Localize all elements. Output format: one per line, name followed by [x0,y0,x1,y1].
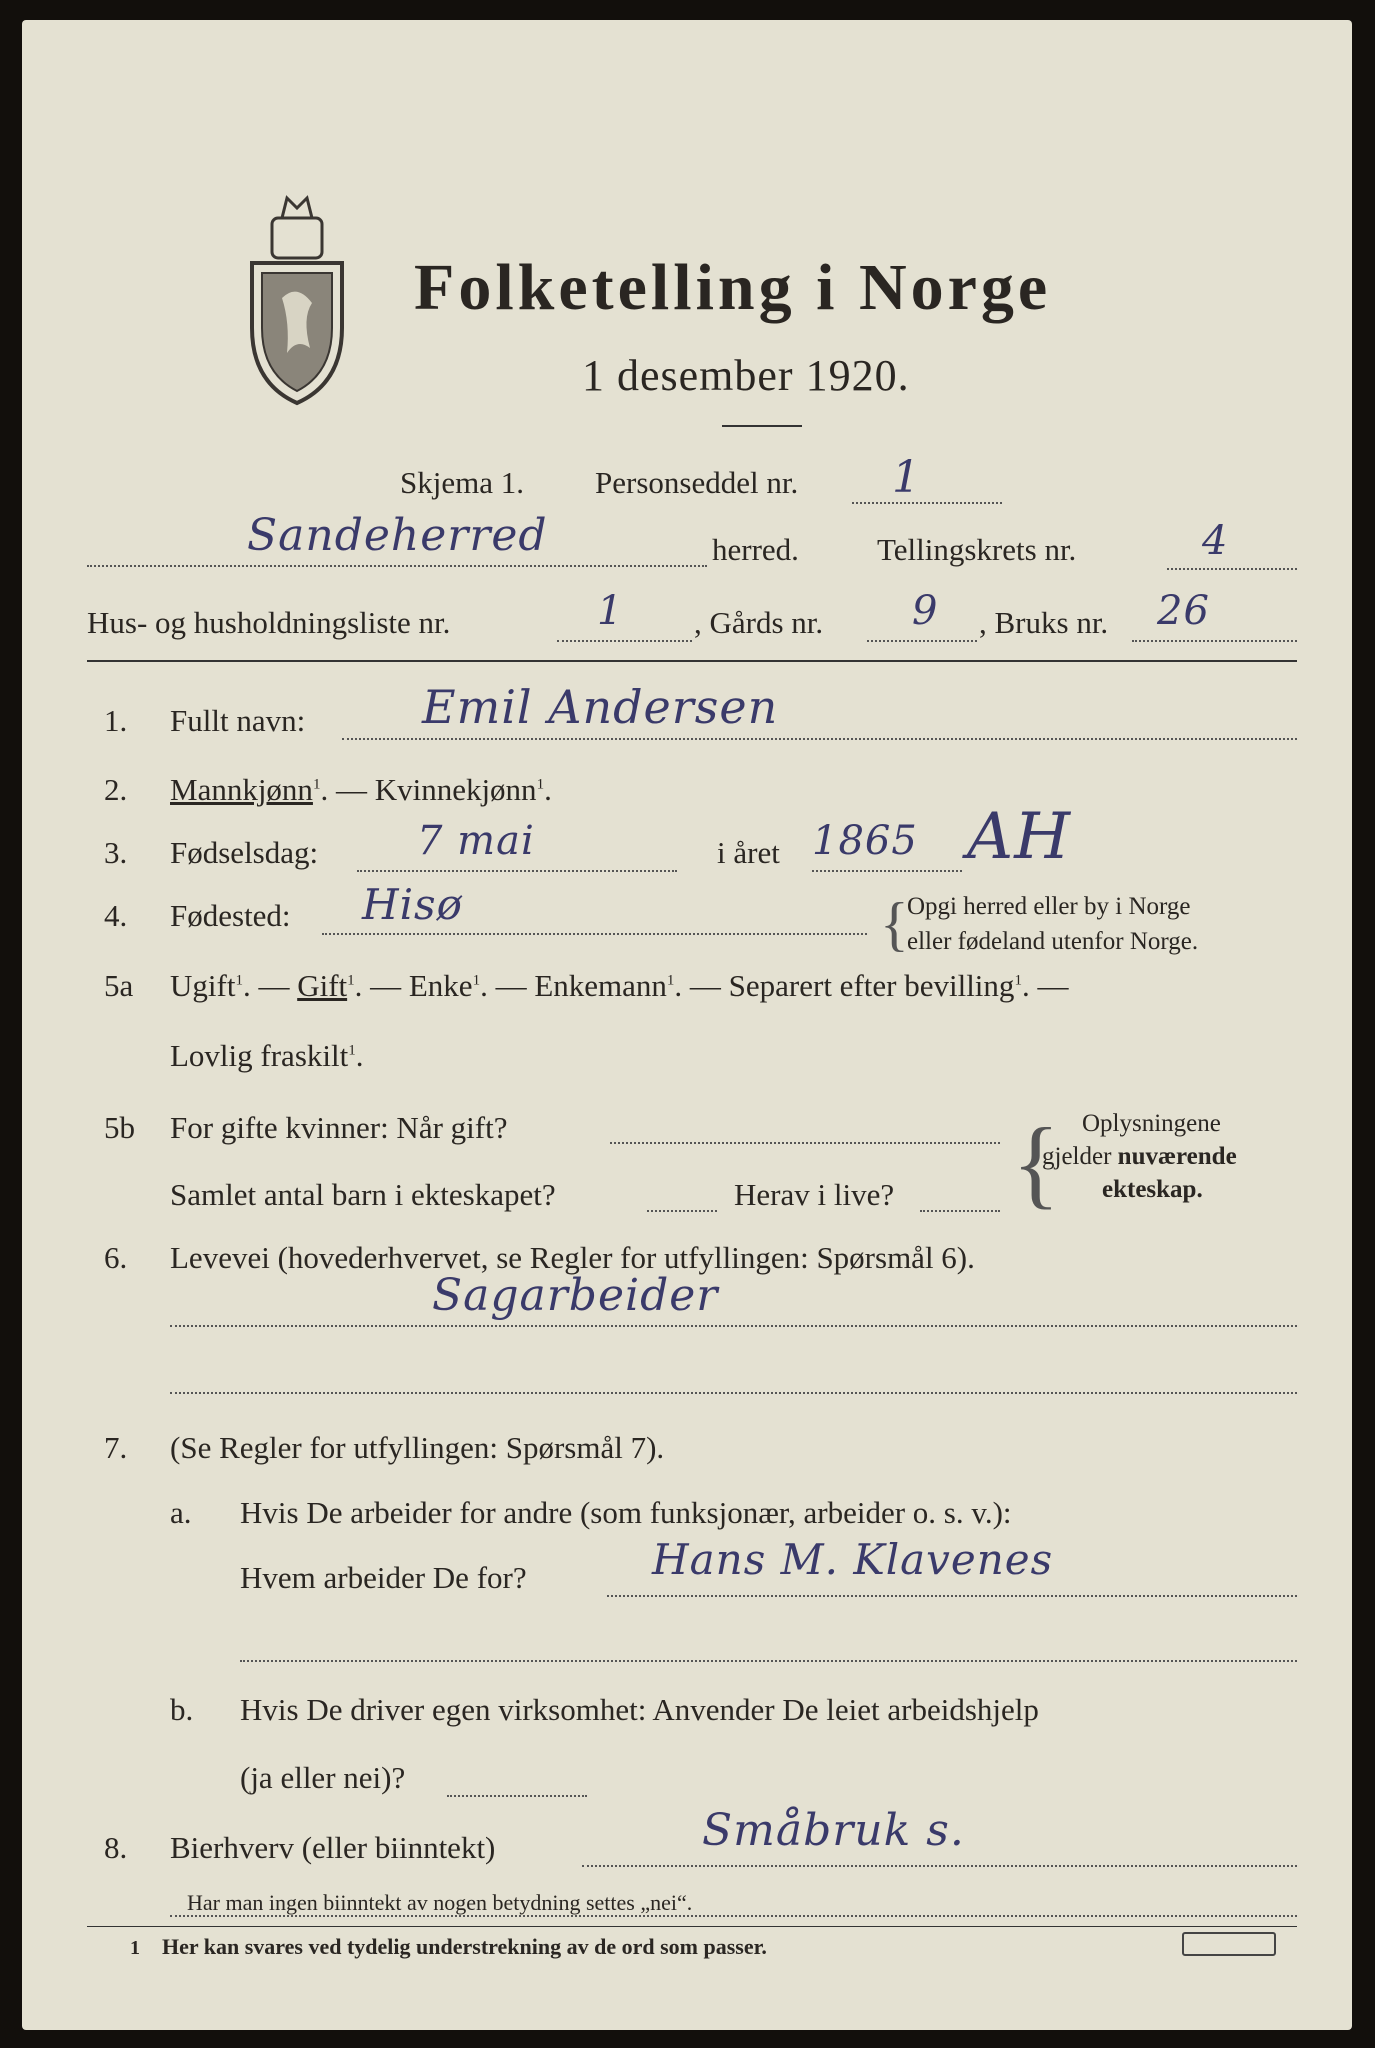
q7b-line1: Hvis De driver egen virksomhet: Anvender De leiet arbeidshjelp [240,1692,1039,1727]
herred-label: herred. [712,532,799,567]
q1-number: 1. [104,703,128,738]
fodselsar-value: 1865 [812,818,918,864]
q8-number: 8. [104,1830,128,1865]
tellingskrets-nr: 4 [1202,518,1229,564]
arbeidsgiver-value: Hans M. Klavenes [652,1535,1054,1584]
ekteskap-note-line1: Oplysningene [1082,1110,1221,1137]
kjonn-options: Mannkjønn$^1$. — Kvinnekjønn$^1$. [170,772,552,807]
sivilstand-options: Ugift$^1$. — Gift$^1$. — Enke$^1$. — Enkemann$^1$. — Separert efter bevilling$^1$. — [170,968,1069,1003]
q3-number: 3. [104,835,128,870]
levevei-label: Levevei (hovederhvervet, se Regler for utfyllingen: Spørsmål 6). [170,1240,975,1275]
enkemann-option: Enkemann [534,968,667,1003]
fodested-label: Fødested: [170,898,291,933]
q7b-line2: (ja eller nei)? [240,1760,406,1795]
q7a-number: a. [170,1495,192,1530]
ugift-option: Ugift [170,968,236,1003]
q7a-line1: Hvis De arbeider for andre (som funksjonær, arbeider o. s. v.): [240,1495,1012,1530]
q7a-line2: Hvem arbeider De for? [240,1560,527,1595]
title-divider [722,425,802,427]
fullt-navn-label: Fullt navn: [170,703,306,738]
q5a-number: 5a [104,968,134,1003]
printer-stamp [1182,1932,1276,1956]
antal-barn-label: Samlet antal barn i ekteskapet? [170,1177,556,1212]
schema-label: Skjema 1. [400,465,524,500]
bruks-label: , Bruks nr. [979,605,1109,640]
husliste-label: Hus- og husholdningsliste nr. [87,605,451,640]
gards-nr: 9 [912,588,939,634]
q5b-number: 5b [104,1110,135,1145]
fodested-value: Hisø [362,880,463,929]
herav-i-live-label: Herav i live? [734,1177,895,1212]
personseddel-nr: 1 [892,452,921,503]
no-income-note: Har man ingen biinntekt av nogen betydning settes „nei“. [187,1890,693,1915]
ekteskap-note-line3: ekteskap. [1102,1176,1203,1203]
q7-number: 7. [104,1430,128,1465]
fodselsdag-label: Fødselsdag: [170,835,319,870]
footnote-number: 1 [130,1937,140,1959]
q7-label: (Se Regler for utfyllingen: Spørsmål 7). [170,1430,665,1465]
kvinnekjonn-option: Kvinnekjønn [374,772,537,807]
fodested-note-line1: Opgi herred eller by i Norge [907,893,1191,920]
separert-option: Separert efter bevilling [728,968,1015,1003]
fodselsdag-value: 7 mai [417,818,535,864]
mannkjonn-option: Mannkjønn [170,772,313,807]
q7b-number: b. [170,1692,194,1727]
coat-of-arms-icon [242,188,352,408]
ekteskap-note-line2: gjelder nuværende [1042,1143,1237,1170]
registrar-mark: AH [967,800,1072,874]
form-title: Folketelling i Norge [414,251,1052,324]
bierhverv-label: Bierhverv (eller biinntekt) [170,1830,496,1865]
fraskilt-option-line: Lovlig fraskilt$^1$. [170,1038,364,1073]
levevei-value: Sagarbeider [432,1270,719,1321]
q6-number: 6. [104,1240,128,1275]
tellingskrets-label: Tellingskrets nr. [877,532,1077,567]
nar-gift-label: For gifte kvinner: Når gift? [170,1110,508,1145]
footnote-text: Her kan svares ved tydelig understrekning av de ord som passer. [162,1934,767,1959]
fodested-note-line2: eller fødeland utenfor Norge. [907,928,1199,955]
gift-option: Gift [297,968,348,1003]
census-date: 1 desember 1920. [582,351,910,400]
enke-option: Enke [408,968,473,1003]
q4-number: 4. [104,898,128,933]
herred-value: Sandeherred [247,510,548,561]
husliste-nr: 1 [597,588,624,634]
gards-label: , Gårds nr. [694,605,824,640]
section-divider [87,660,1297,662]
fullt-navn-value: Emil Andersen [422,680,779,734]
i-aret-label: i året [717,835,780,870]
bierhverv-value: Småbruk s. [702,1805,965,1856]
bruks-nr: 26 [1157,588,1210,634]
census-form: Folketelling i Norge 1 desember 1920. Skjema 1. Personseddel nr. 1 Sandeherred herred. Tellingskrets nr. 4 Hus- og husholdningsliste nr. 1 , Gårds nr. 9 , Bruks nr. 26 1. Fullt navn: Emil Andersen 2. Mannkjønn$^1$. — Kvinnekjønn$^1$. 3. Fødselsdag: 7 mai i året 1865 AH 4. Fødested: Hisø { Opgi herred eller by i Norge eller fødeland utenfor Norge. 5a Ugift$^1$. — Gift$^1$. — Enke$^1$. — Enkemann$^1$. — Separert efter bevilling$^1$. — Lovlig fraskilt$^1$. 5b For gifte kvinner: Når gift? Samlet antal barn i ekteskapet? Herav i live? { Oplysningene gjelder nuværende ekteskap. 6. Levevei (hovederhvervet, se Regler for utfyllingen: Spørsmål 6). Sagarbeider 7. (Se Regler for utfyllingen: Spørsmål 7). a. Hvis De arbeider for andre (som funksjonær, arbeider o. s. v.): Hvem arbeider De for? Hans M. Klavenes b. Hvis De driver egen virksomhet: Anvender De leiet arbeidshjelp (ja eller nei)? 8. Bierhverv (eller biinntekt) Småbruk s. Har man ingen biinntekt av nogen betydning settes „nei“. 1 Her kan svares ved tydelig understrekning av de ord som passer. [22,20,1352,2030]
fraskilt-option: Lovlig fraskilt [170,1038,349,1073]
q2-number: 2. [104,772,128,807]
personseddel-label: Personseddel nr. [595,465,799,500]
